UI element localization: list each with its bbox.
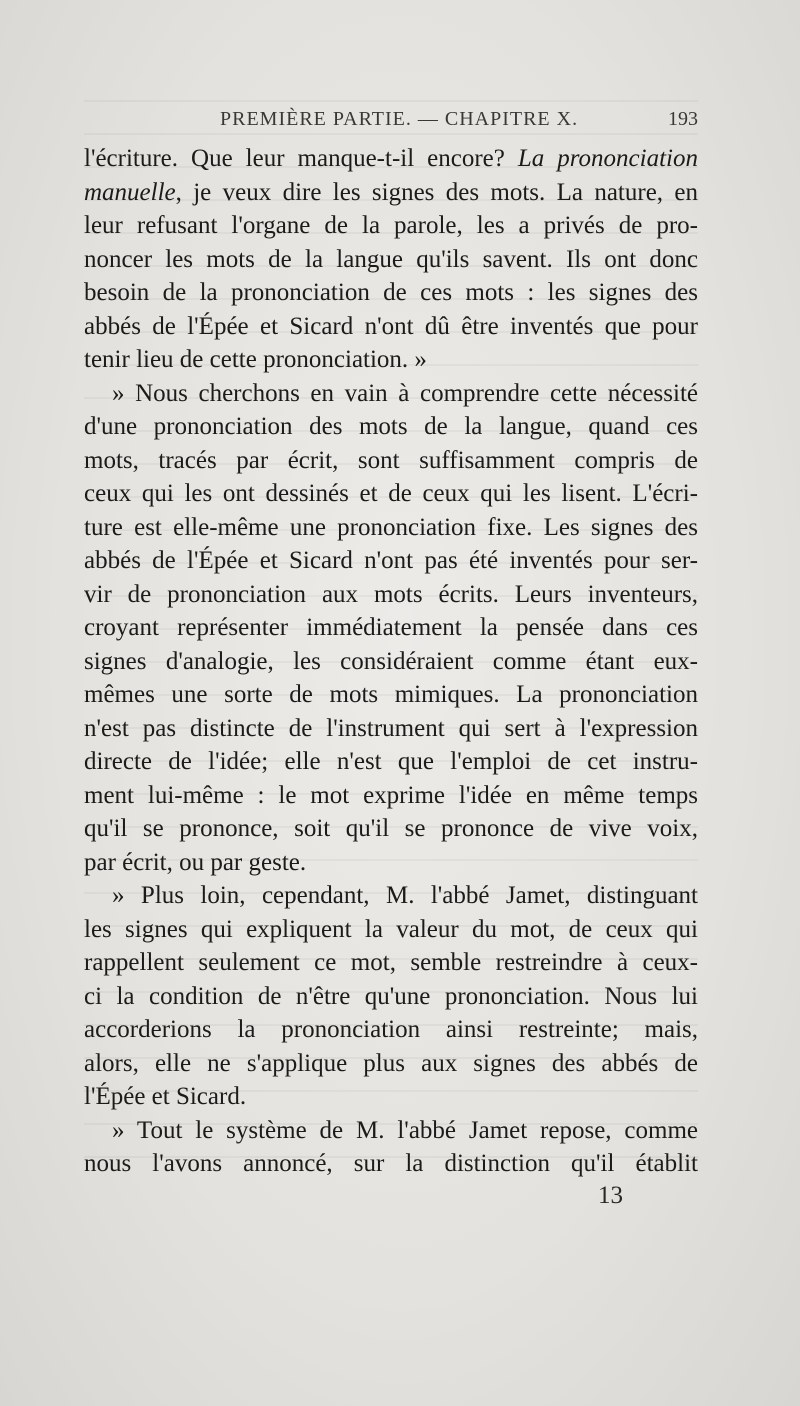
text-line: alors, elle ne s'applique plus aux signes des abbés de	[84, 1049, 698, 1077]
text-line: vir de prononciation aux mots écrits. Leurs inventeurs,	[84, 580, 698, 608]
text-line: mots, tracés par écrit, sont suffisamment compris de	[84, 446, 698, 474]
text-line: leur refusant l'organe de la parole, les a privés de pro-	[84, 212, 698, 239]
text-line: les signes qui expliquent la valeur du mot, de ceux qui	[84, 915, 698, 943]
text-line: abbés de l'Épée et Sicard n'ont dû être inventés que pour	[84, 312, 698, 340]
text-line: abbés de l'Épée et Sicard n'ont pas été inventés pour ser-	[84, 547, 698, 574]
text-line: nous l'avons annoncé, sur la distinction qu'il établit	[84, 1150, 698, 1177]
text-line: rappellent seulement ce mot, semble restreindre à ceux-	[84, 949, 698, 976]
text-line: croyant représenter immédiatement la pensée dans ces	[84, 614, 698, 641]
text-line: ment lui-même : le mot exprime l'idée en même temps	[84, 781, 698, 809]
text-line: l'écriture. Que leur manque-t-il encore? La prononciation	[84, 145, 698, 172]
text-line: signes d'analogie, les considéraient comme étant eux-	[84, 647, 698, 675]
text-line: » Plus loin, cependant, M. l'abbé Jamet, distinguant	[112, 882, 698, 909]
text-line: tenir lieu de cette prononciation. »	[84, 346, 427, 373]
text-line: par écrit, ou par geste.	[84, 848, 307, 876]
signature-mark: 13	[598, 1182, 623, 1209]
text-line: manuelle, je veux dire les signes des mots. La nature, en	[84, 178, 698, 206]
text-line: n'est pas distincte de l'instrument qui sert à l'expression	[84, 714, 698, 742]
text-line: noncer les mots de la langue qu'ils savent. Ils ont donc	[84, 245, 698, 273]
text-line: l'Épée et Sicard.	[84, 1083, 247, 1110]
text-line: ceux qui les ont dessinés et de ceux qui les lisent. L'écri-	[84, 480, 698, 507]
body-text	[84, 142, 698, 1181]
text-line: ci la condition de n'être qu'une prononciation. Nous lui	[84, 982, 698, 1010]
text-line: accorderions la prononciation ainsi restreinte; mais,	[84, 1016, 698, 1043]
text-line: besoin de la prononciation de ces mots : les signes des	[84, 279, 698, 306]
page-number: 193	[668, 108, 698, 130]
text-line: qu'il se prononce, soit qu'il se prononce de vive voix,	[84, 815, 698, 842]
text-line: mêmes une sorte de mots mimiques. La prononciation	[84, 681, 698, 708]
text-line: directe de l'idée; elle n'est que l'emploi de cet instru-	[84, 748, 698, 775]
text-line: d'une prononciation des mots de la langue, quand ces	[84, 413, 698, 440]
text-line: ture est elle-même une prononciation fixe. Les signes des	[84, 513, 698, 541]
text-line: » Tout le système de M. l'abbé Jamet repose, comme	[112, 1116, 698, 1144]
text-line: » Nous cherchons en vain à comprendre cette nécessité	[112, 379, 698, 407]
running-title: PREMIÈRE PARTIE. — CHAPITRE X.	[220, 108, 579, 130]
running-header	[84, 108, 698, 136]
